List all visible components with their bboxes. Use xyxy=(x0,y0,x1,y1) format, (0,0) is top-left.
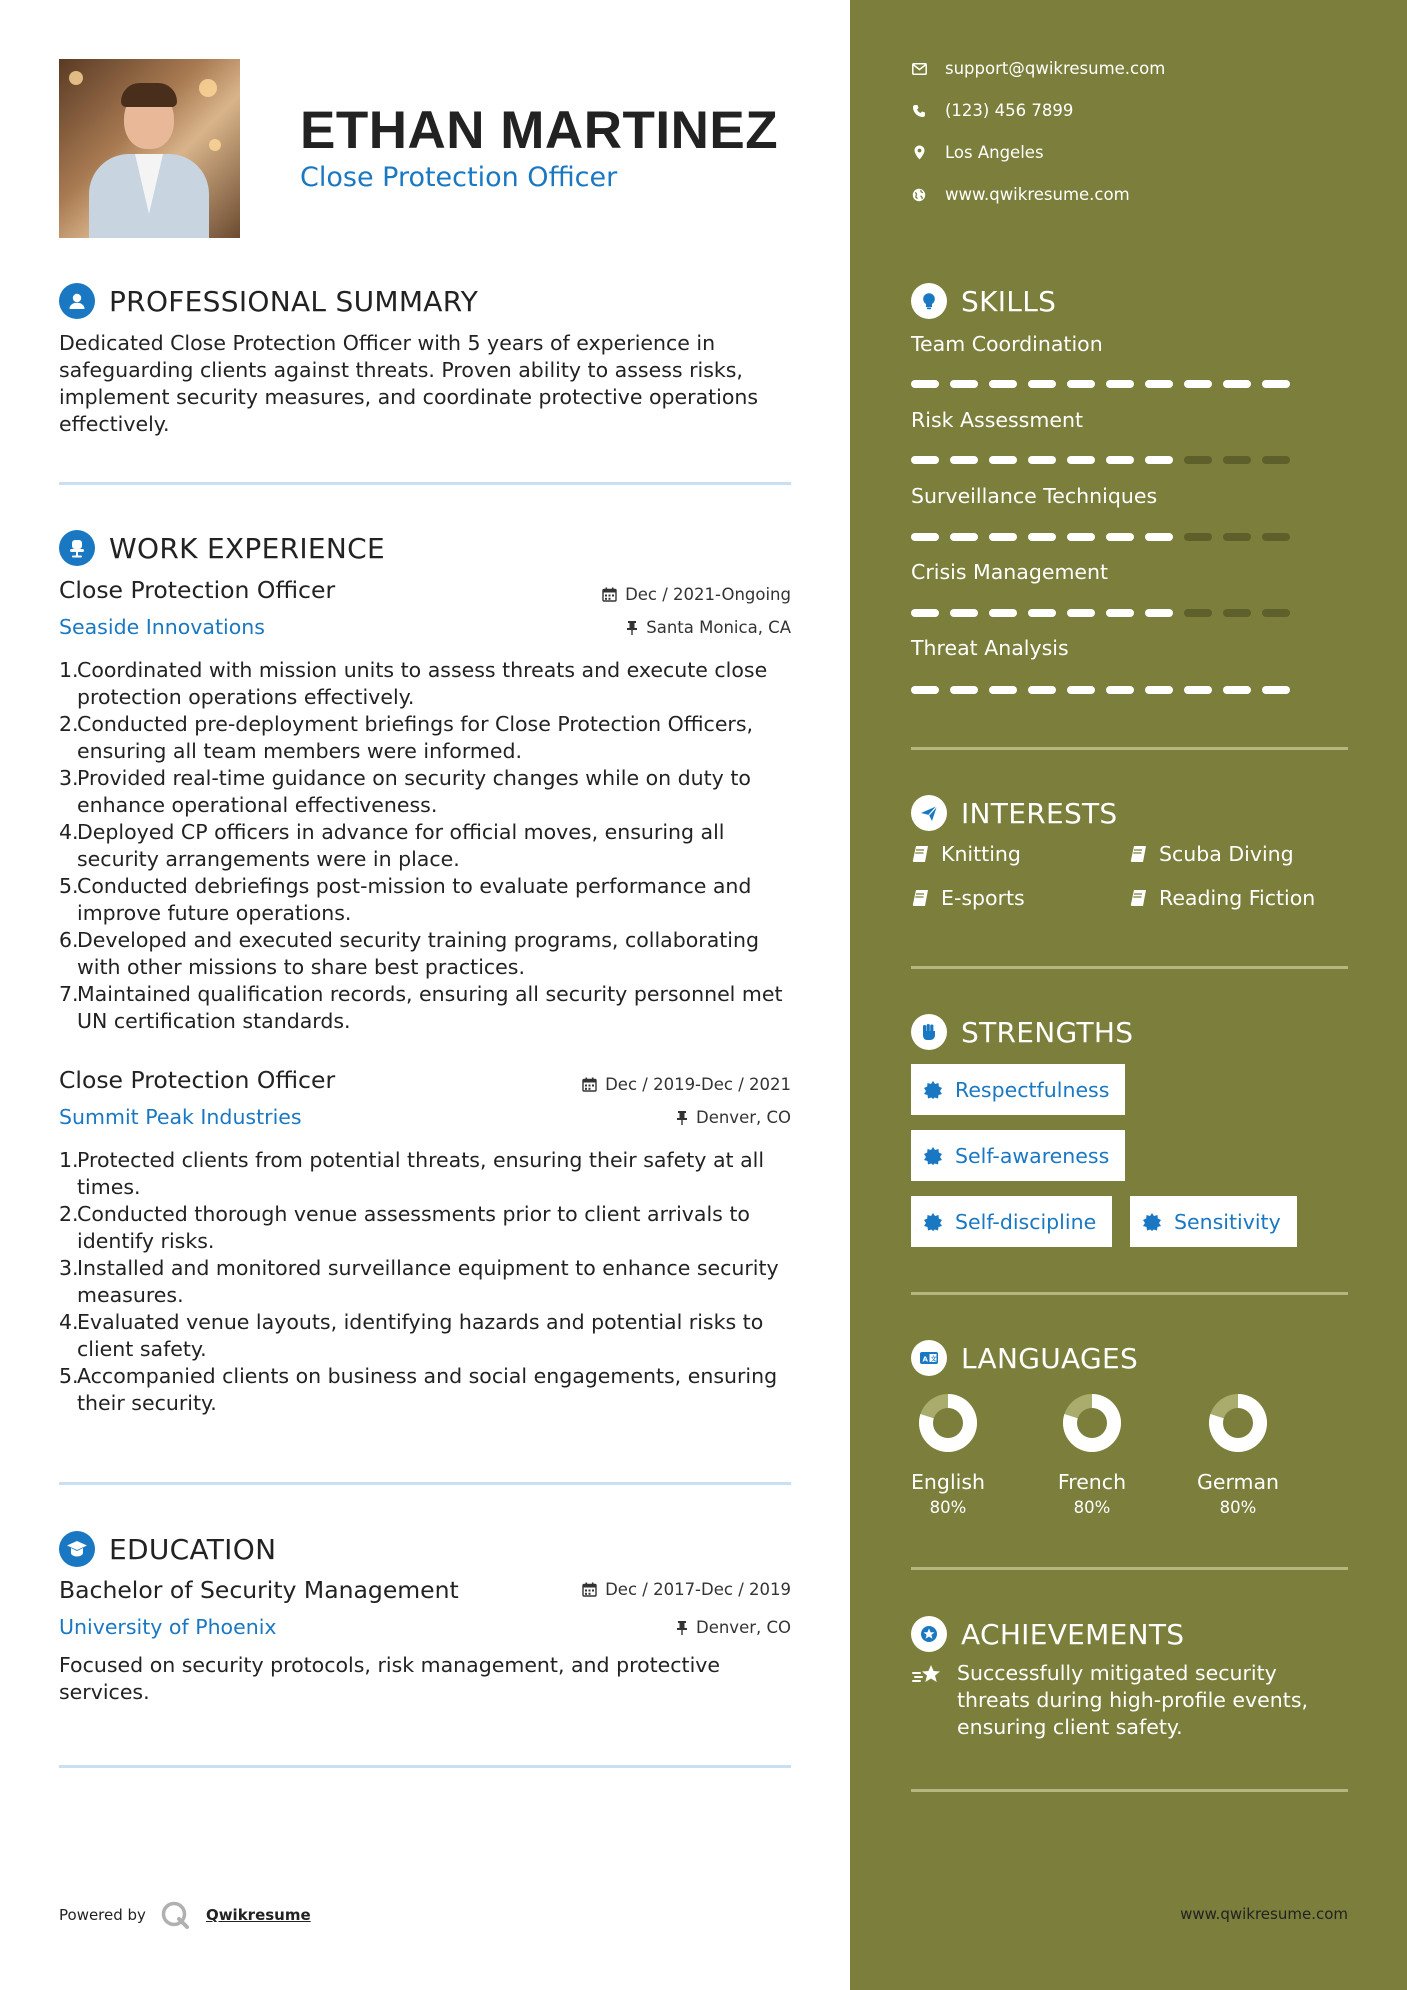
qwikresume-logo-icon xyxy=(160,1900,192,1930)
skill-dash-filled xyxy=(1184,380,1212,388)
strength-chip: Sensitivity xyxy=(1130,1196,1297,1247)
skill-bar xyxy=(911,609,1290,617)
skill-dash-filled xyxy=(1028,380,1056,388)
divider xyxy=(911,1789,1348,1792)
job-date xyxy=(602,585,791,604)
skill-dash-empty xyxy=(1262,609,1290,617)
fist-icon xyxy=(911,1014,947,1050)
book-icon xyxy=(1129,888,1149,908)
experience-heading: WORK EXPERIENCE xyxy=(109,531,385,565)
skill-dash-empty xyxy=(1184,456,1212,464)
job-date-text: Dec / 2019-Dec / 2021 xyxy=(605,1075,791,1094)
language-item xyxy=(888,1392,1008,1517)
skill-dash-filled xyxy=(1262,686,1290,694)
strength-chip: Self-discipline xyxy=(911,1196,1112,1247)
divider xyxy=(59,482,791,485)
phone-icon xyxy=(912,104,926,118)
skill-name: Threat Analysis xyxy=(911,636,1069,660)
skill-dash-filled xyxy=(1067,456,1095,464)
envelope-icon xyxy=(912,63,927,75)
skills-header xyxy=(911,283,1056,319)
qwikresume-link[interactable]: Qwikresume xyxy=(205,1906,311,1924)
svg-text:A: A xyxy=(922,1355,928,1364)
contact-phone-text: (123) 456 7899 xyxy=(945,101,1074,120)
summary-heading: PROFESSIONAL SUMMARY xyxy=(109,284,479,318)
calendar-icon xyxy=(602,587,617,602)
skill-bar xyxy=(911,456,1290,464)
strength-chip: Respectfulness xyxy=(911,1064,1125,1115)
calendar-icon xyxy=(582,1077,597,1092)
language-ring-hole xyxy=(1077,1408,1107,1438)
skill-dash-filled xyxy=(911,533,939,541)
list-item: 4. Deployed CP officers in advance for official moves, ensuring all security arrangements were in place. xyxy=(59,820,725,871)
paper-plane-icon xyxy=(911,795,947,831)
skill-bar xyxy=(911,533,1290,541)
job-bullets xyxy=(59,1147,799,1417)
skill-dash-filled xyxy=(950,609,978,617)
contact-website[interactable] xyxy=(911,185,1130,204)
language-ring-hole xyxy=(1223,1408,1253,1438)
sidebar xyxy=(850,0,1407,1990)
skill-name: Risk Assessment xyxy=(911,408,1083,432)
skill-dash-empty xyxy=(1184,533,1212,541)
translate-icon xyxy=(911,1340,947,1376)
skill-dash-filled xyxy=(1223,686,1251,694)
skill-dash-filled xyxy=(911,456,939,464)
shooting-star-icon xyxy=(911,1662,943,1690)
job-company: Seaside Innovations xyxy=(59,615,265,639)
list-item: 5. Conducted debriefings post-mission to evaluate performance and improve future operations. xyxy=(59,874,752,925)
skill-dash-filled xyxy=(1067,380,1095,388)
strengths-heading: STRENGTHS xyxy=(961,1015,1134,1049)
powered-by xyxy=(59,1900,311,1930)
job-location-text: Santa Monica, CA xyxy=(646,618,791,637)
job-title: Close Protection Officer xyxy=(59,1066,336,1094)
skill-dash-empty xyxy=(1184,609,1212,617)
contact-website-text: www.qwikresume.com xyxy=(945,185,1130,204)
skill-dash-filled xyxy=(950,533,978,541)
skill-name: Crisis Management xyxy=(911,560,1109,584)
skill-dash-filled xyxy=(1145,609,1173,617)
skill-name: Surveillance Techniques xyxy=(911,484,1158,508)
skill-dash-filled xyxy=(1145,456,1173,464)
strength-chip: Self-awareness xyxy=(911,1130,1125,1181)
divider xyxy=(911,1567,1348,1570)
skill-dash-filled xyxy=(1145,686,1173,694)
skill-dash-filled xyxy=(950,686,978,694)
footer-website[interactable]: www.qwikresume.com xyxy=(1180,1905,1348,1923)
candidate-title: Close Protection Officer xyxy=(300,162,618,193)
languages-header xyxy=(911,1340,1138,1376)
interests-header xyxy=(911,795,1118,831)
list-item: 4. Evaluated venue layouts, identifying hazards and potential risks to client safety. xyxy=(59,1310,764,1361)
candidate-name: ETHAN MARTINEZ xyxy=(300,101,779,160)
skill-dash-filled xyxy=(1028,609,1056,617)
skill-name: Team Coordination xyxy=(911,332,1103,356)
skill-dash-filled xyxy=(911,380,939,388)
interest-item: Knitting xyxy=(911,842,1021,866)
skill-bar xyxy=(911,380,1290,388)
profile-photo xyxy=(59,59,240,238)
skill-dash-filled xyxy=(1223,380,1251,388)
language-name: French xyxy=(1057,1470,1127,1494)
pin-icon xyxy=(676,1620,688,1635)
interest-item: Reading Fiction xyxy=(1129,886,1315,910)
calendar-icon xyxy=(582,1582,597,1597)
badge-icon xyxy=(923,1080,943,1100)
skill-dash-filled xyxy=(950,380,978,388)
list-item: 6. Developed and executed security training programs, collaborating with other missions to share best practices. xyxy=(59,928,759,979)
list-item: 7. Maintained qualification records, ensuring all security personnel met UN certification standards. xyxy=(59,982,783,1033)
contact-phone[interactable] xyxy=(911,101,1073,120)
divider xyxy=(59,1482,791,1485)
summary-text: Dedicated Close Protection Officer with 5 years of experience in safeguarding clients against threats. Proven ability to assess risks, implement security measures, and coordinate protective operations effectively. xyxy=(59,331,759,436)
skill-dash-filled xyxy=(1145,380,1173,388)
achievement-item: Successfully mitigated security threats during high-profile events, ensuring client safety. xyxy=(911,1660,1331,1741)
language-item xyxy=(1178,1392,1298,1517)
badge-icon xyxy=(923,1212,943,1232)
degree-title: Bachelor of Security Management xyxy=(59,1576,459,1604)
skill-dash-filled xyxy=(1262,380,1290,388)
contact-location-text: Los Angeles xyxy=(945,143,1044,162)
job-date xyxy=(582,1075,791,1094)
skill-dash-filled xyxy=(1106,686,1134,694)
skill-dash-filled xyxy=(1184,686,1212,694)
divider xyxy=(911,1292,1348,1295)
list-item: 1. Coordinated with mission units to assess threats and execute close protection operations effectively. xyxy=(59,658,768,709)
education-header xyxy=(59,1531,276,1567)
skill-dash-empty xyxy=(1262,456,1290,464)
briefcase-chair-icon xyxy=(59,530,95,566)
language-ring xyxy=(1061,1392,1123,1454)
badge-icon xyxy=(923,1146,943,1166)
language-ring xyxy=(1207,1392,1269,1454)
interest-item: E-sports xyxy=(911,886,1025,910)
job-location-text: Denver, CO xyxy=(695,1108,791,1127)
language-percent: 80% xyxy=(1073,1498,1111,1517)
interest-item: Scuba Diving xyxy=(1129,842,1294,866)
education-date-text: Dec / 2017-Dec / 2019 xyxy=(605,1580,791,1599)
skill-dash-empty xyxy=(1223,609,1251,617)
skill-dash-filled xyxy=(1028,533,1056,541)
user-icon xyxy=(59,283,95,319)
skill-dash-filled xyxy=(1067,686,1095,694)
book-icon xyxy=(1129,844,1149,864)
achievements-header xyxy=(911,1616,1184,1652)
skill-dash-filled xyxy=(989,380,1017,388)
book-icon xyxy=(911,844,931,864)
list-item: 2. Conducted thorough venue assessments prior to client arrivals to identify risks. xyxy=(59,1202,750,1253)
languages-heading: LANGUAGES xyxy=(961,1341,1139,1375)
book-icon xyxy=(911,888,931,908)
achievements-heading: ACHIEVEMENTS xyxy=(961,1617,1185,1651)
language-ring xyxy=(917,1392,979,1454)
job-bullets xyxy=(59,657,799,1035)
powered-by-label: Powered by xyxy=(59,1906,146,1924)
skill-dash-filled xyxy=(989,533,1017,541)
language-name: English xyxy=(910,1470,986,1494)
skill-bar xyxy=(911,686,1290,694)
skill-dash-empty xyxy=(1223,533,1251,541)
experience-header xyxy=(59,530,385,566)
list-item: 3. Provided real-time guidance on security changes while on duty to enhance operational effectiveness. xyxy=(59,766,751,817)
star-badge-icon xyxy=(911,1616,947,1652)
skill-dash-empty xyxy=(1223,456,1251,464)
globe-icon xyxy=(912,188,926,202)
skills-heading: SKILLS xyxy=(961,284,1057,318)
job-date-text: Dec / 2021-Ongoing xyxy=(625,585,791,604)
job-location xyxy=(626,618,791,637)
divider xyxy=(59,1765,791,1768)
pin-icon xyxy=(676,1110,688,1125)
list-item: 3. Installed and monitored surveillance equipment to enhance security measures. xyxy=(59,1256,779,1307)
list-item: 1. Protected clients from potential threats, ensuring their safety at all times. xyxy=(59,1148,765,1199)
skill-dash-filled xyxy=(1028,686,1056,694)
lightbulb-icon xyxy=(911,283,947,319)
divider xyxy=(911,966,1348,969)
language-percent: 80% xyxy=(1219,1498,1257,1517)
contact-location xyxy=(911,143,1044,162)
graduation-icon xyxy=(59,1531,95,1567)
summary-header xyxy=(59,283,478,319)
language-percent: 80% xyxy=(929,1498,967,1517)
contact-email-text: support@qwikresume.com xyxy=(945,59,1166,78)
language-item xyxy=(1032,1392,1152,1517)
skill-dash-filled xyxy=(911,609,939,617)
job-title: Close Protection Officer xyxy=(59,576,336,604)
education-location xyxy=(676,1618,791,1637)
badge-icon xyxy=(1142,1212,1162,1232)
list-item: 5. Accompanied clients on business and social engagements, ensuring their security. xyxy=(59,1364,778,1415)
skill-dash-filled xyxy=(989,609,1017,617)
skill-dash-filled xyxy=(1106,533,1134,541)
skill-dash-filled xyxy=(1106,456,1134,464)
skill-dash-filled xyxy=(1067,533,1095,541)
pin-icon xyxy=(626,620,638,635)
interests-heading: INTERESTS xyxy=(961,796,1118,830)
skill-dash-filled xyxy=(1145,533,1173,541)
skill-dash-empty xyxy=(1262,533,1290,541)
divider xyxy=(911,747,1348,750)
skill-dash-filled xyxy=(1106,380,1134,388)
education-date xyxy=(582,1580,791,1599)
language-name: German xyxy=(1196,1470,1280,1494)
school-name: University of Phoenix xyxy=(59,1615,277,1639)
map-pin-icon xyxy=(914,145,925,160)
skill-dash-filled xyxy=(1067,609,1095,617)
skill-dash-filled xyxy=(950,456,978,464)
svg-text:文: 文 xyxy=(930,1355,937,1363)
skill-dash-filled xyxy=(1028,456,1056,464)
education-text: Focused on security protocols, risk management, and protective services. xyxy=(59,1653,721,1704)
job-company: Summit Peak Industries xyxy=(59,1105,302,1129)
strengths-header xyxy=(911,1014,1133,1050)
contact-email[interactable] xyxy=(911,59,1165,78)
language-ring-hole xyxy=(933,1408,963,1438)
job-location xyxy=(676,1108,791,1127)
skill-dash-filled xyxy=(989,686,1017,694)
skill-dash-filled xyxy=(989,456,1017,464)
skill-dash-filled xyxy=(1106,609,1134,617)
list-item: 2. Conducted pre-deployment briefings for Close Protection Officers, ensuring all team members were informed. xyxy=(59,712,754,763)
education-heading: EDUCATION xyxy=(109,1532,277,1566)
education-location-text: Denver, CO xyxy=(695,1618,791,1637)
skill-dash-filled xyxy=(911,686,939,694)
